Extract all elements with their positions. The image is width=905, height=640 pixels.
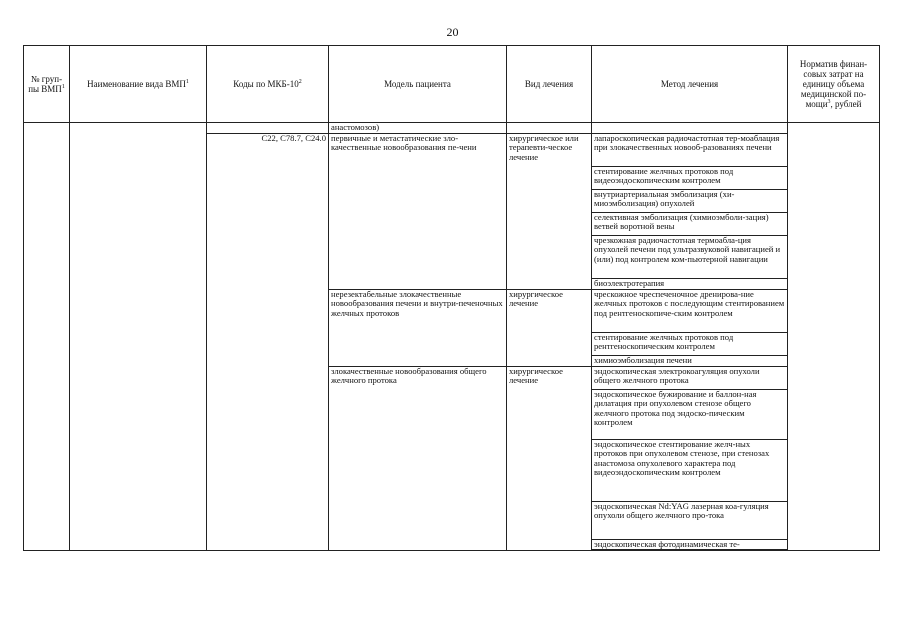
cell-codes-empty [207, 123, 329, 134]
cell-method: чрезкожная радиочастотная термоабла-ция опухолей печени под ультразвуковой навигацией и (или) под контролем ком-пьютерной навигации [592, 235, 788, 278]
table-header-row [24, 46, 880, 123]
header-patient-model: Модель пациента [329, 46, 507, 123]
cell-method: стентирование желчных протоков под рентгеноскопическим контролем [592, 332, 788, 355]
cell-codes: C22, C78.7, C24.0 [207, 133, 329, 551]
cell-method: химиоэмболизация печени [592, 355, 788, 366]
page-number: 20 [446, 25, 459, 39]
cell-norm-cost [788, 123, 880, 551]
header-mkb-codes: Коды по МКБ-$10^2$ [207, 46, 329, 123]
cell-vmp-name [70, 123, 207, 551]
header-treatment-type: Вид лечения [507, 46, 592, 123]
cell-method: эндоскопическое бужирование и баллон-ная дилатация при опухолевом стенозе общего желчного протока под эндоско-пическим контролем [592, 389, 788, 439]
cell-group-no [24, 123, 70, 551]
cell-method: чрескожное чреспеченочное дренирова-ние желчных протоков с последующим стентированием под рентгеноскопиче-ским контролем [592, 289, 788, 332]
cell-method: стентирование желчных протоков под видеоэндоскопическим контролем [592, 166, 788, 189]
cell-model: нерезектабельные злокачественные новообразования печени и внутри-печеночных желчных протоков [329, 289, 507, 366]
cell-type: хирургическое лечение [507, 289, 592, 366]
cell-method: эндоскопическая фотодинамическая те- [592, 539, 788, 550]
cell-type: хирургическое или терапевти-ческое лечение [507, 133, 592, 289]
cell-method-end [592, 550, 788, 551]
cell-model: злокачественные новообразования общего желчного протока [329, 366, 507, 551]
cell-method: биоэлектротерапия [592, 278, 788, 289]
cell-type: хирургическое лечение [507, 366, 592, 551]
cell-type-empty [507, 123, 592, 134]
vmp-table [23, 45, 880, 551]
header-vmp-name: Наименование вида ВМП$^1$ [70, 46, 207, 123]
cell-model: первичные и метастатические зло-качественные новообразования пе-чени [329, 133, 507, 289]
cell-method-empty [592, 123, 788, 134]
cell-method: селективная эмболизация (химиоэмболи-зация) ветвей воротной вены [592, 212, 788, 235]
cell-method: лапароскопическая радиочастотная тер-моаблация при злокачественных новооб-разованиях печени [592, 133, 788, 166]
header-norm-cost: Норматив финан-совых затрат на единицу объема медицинской по-мощи$^3$, рублей [788, 46, 880, 123]
header-group-no: № груп-пы ВМП$^1$ [24, 46, 70, 123]
cell-method: эндоскопическая электрокоагуляция опухоли общего желчного протока [592, 366, 788, 389]
table-row [24, 123, 880, 134]
cell-method: эндоскопическое стентирование желч-ных протоков при опухолевом стенозе, при стенозах анастомоза опухолевого характера под видеоэндоскопическим контролем [592, 439, 788, 501]
cell-model: анастомозов) [329, 123, 507, 134]
cell-method: внутриартериальная эмболизация (хи-миоэмболизация) опухолей [592, 189, 788, 212]
header-treatment-method: Метод лечения [592, 46, 788, 123]
cell-method: эндоскопическая Nd:YAG лазерная коа-гуляция опухоли общего желчного про-тока [592, 501, 788, 539]
